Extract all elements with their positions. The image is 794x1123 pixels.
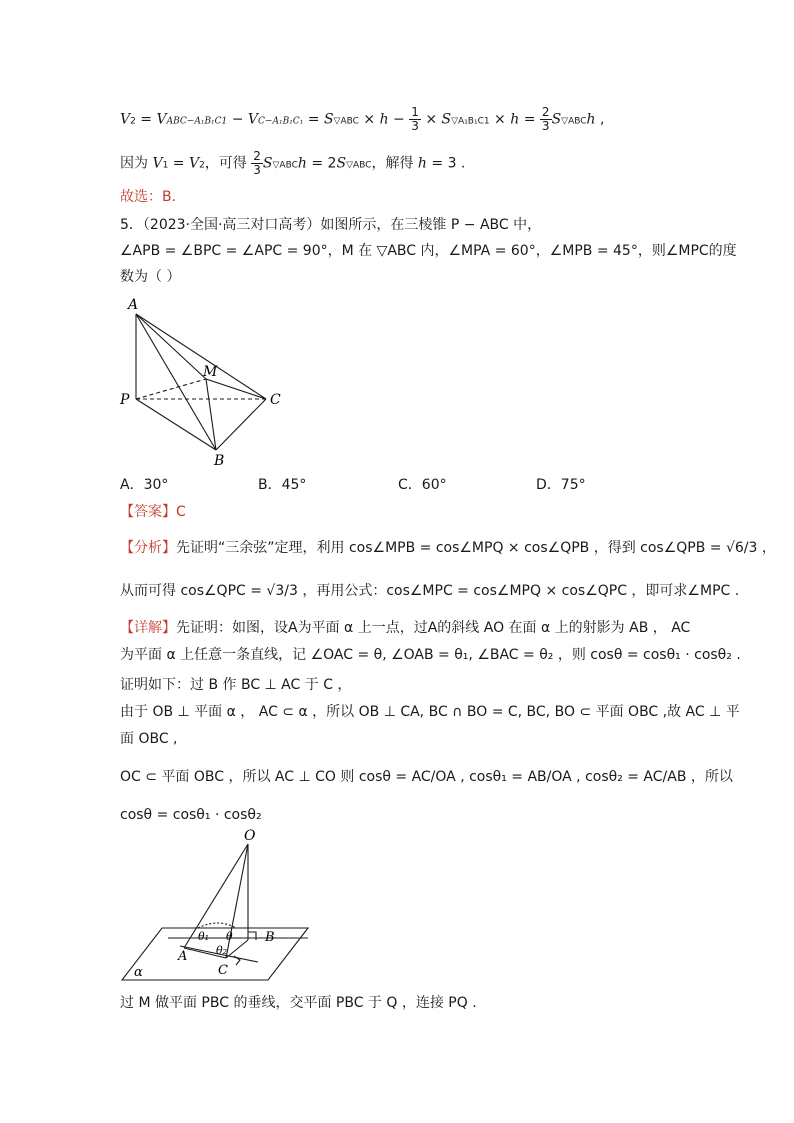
angle-label-theta2: θ₂ xyxy=(216,944,228,957)
question-5-line-2: ∠APB = ∠BPC = ∠APC = 90°，M 在 ▽ABC 内，∠MPA = 60°，∠MPB = 45°，则∠MPC的度 xyxy=(120,243,737,259)
angle-label-theta: θ xyxy=(226,930,233,943)
point-label-o: O xyxy=(244,828,256,844)
vertex-label-p: P xyxy=(120,392,130,408)
detail-line-3: 证明如下：过 B 作 BC ⊥ AC 于 C ， xyxy=(120,677,352,693)
tetrahedron-figure xyxy=(110,292,310,472)
detail-line-2: 为平面 α 上任意一条直线，记 ∠OAC = θ, ∠OAB = θ₁, ∠BAC = θ₂ ，则 cosθ = cosθ₁ · cosθ₂ . xyxy=(120,647,741,663)
v2-formula-line: V2 = VABC−A₁B₁C1 − VC−A₁B₁C₁ = S▽ABC × h − $\frac{1}{3}$ × S▽A₁B₁C1 × h = $\frac{2}{3}$ S▽ABCh , xyxy=(120,105,605,133)
analysis-line-2: 从而可得 cos∠QPC = √3/3 ，再用公式：cos∠MPC = cos∠MPQ × cos∠QPC ，即可求∠MPC . xyxy=(120,583,740,599)
detail-line-6: OC ⊂ 平面 OBC ，所以 AC ⊥ CO 则 cosθ = AC/OA , cosθ₁ = AB/OA , cosθ₂ = AC/AB ，所以 xyxy=(120,769,733,785)
analysis-line-1: 【分析】先证明“三余弦”定理，利用 cos∠MPB = cos∠MPQ × cos∠QPB ，得到 cos∠QPB = √6/3 ， xyxy=(120,540,776,556)
v1-equals-v2-line: 因为 V1 = V2，可得 $\frac{2}{3}$ S▽ABCh = 2S▽ABC，解得 h = 3 . xyxy=(120,149,466,177)
option-b: B．45° xyxy=(258,477,307,493)
detail-line-5: 面 OBC , xyxy=(120,731,178,747)
three-cosine-figure xyxy=(118,828,318,988)
question-5-line-1: 5．（2023·全国·高三对口高考）如图所示，在三棱锥 P − ABC 中， xyxy=(120,217,542,233)
vertex-label-a: A xyxy=(128,297,139,313)
question-5-line-3: 数为（ ） xyxy=(120,269,181,285)
answer-line: 【答案】C xyxy=(120,504,186,520)
angle-label-theta1: θ₁ xyxy=(198,930,210,943)
option-c: C．60° xyxy=(398,477,447,493)
plane-label-alpha: α xyxy=(134,965,143,980)
point-label-b: B xyxy=(265,930,275,945)
detail-line-1: 【详解】先证明：如图，设A为平面 α 上一点，过A的斜线 AO 在面 α 上的射影为 AB ， AC xyxy=(120,620,691,636)
point-label-m: M xyxy=(203,364,218,380)
vertex-label-b: B xyxy=(214,453,225,469)
choose-b-line: 故选：B. xyxy=(120,189,177,205)
vertex-label-c: C xyxy=(270,392,281,408)
final-line: 过 M 做平面 PBC 的垂线，交平面 PBC 于 Q ，连接 PQ . xyxy=(120,995,477,1011)
point-label-a: A xyxy=(178,949,188,964)
detail-line-4: 由于 OB ⊥ 平面 α ， AC ⊂ α ，所以 OB ⊥ CA, BC ∩ BO = C, BC, BO ⊂ 平面 OBC ,故 AC ⊥ 平 xyxy=(120,704,740,720)
option-a: A．30° xyxy=(120,477,169,493)
detail-line-7: cosθ = cosθ₁ · cosθ₂ xyxy=(120,807,262,823)
option-d: D．75° xyxy=(536,477,586,493)
point-label-c: C xyxy=(218,963,228,978)
